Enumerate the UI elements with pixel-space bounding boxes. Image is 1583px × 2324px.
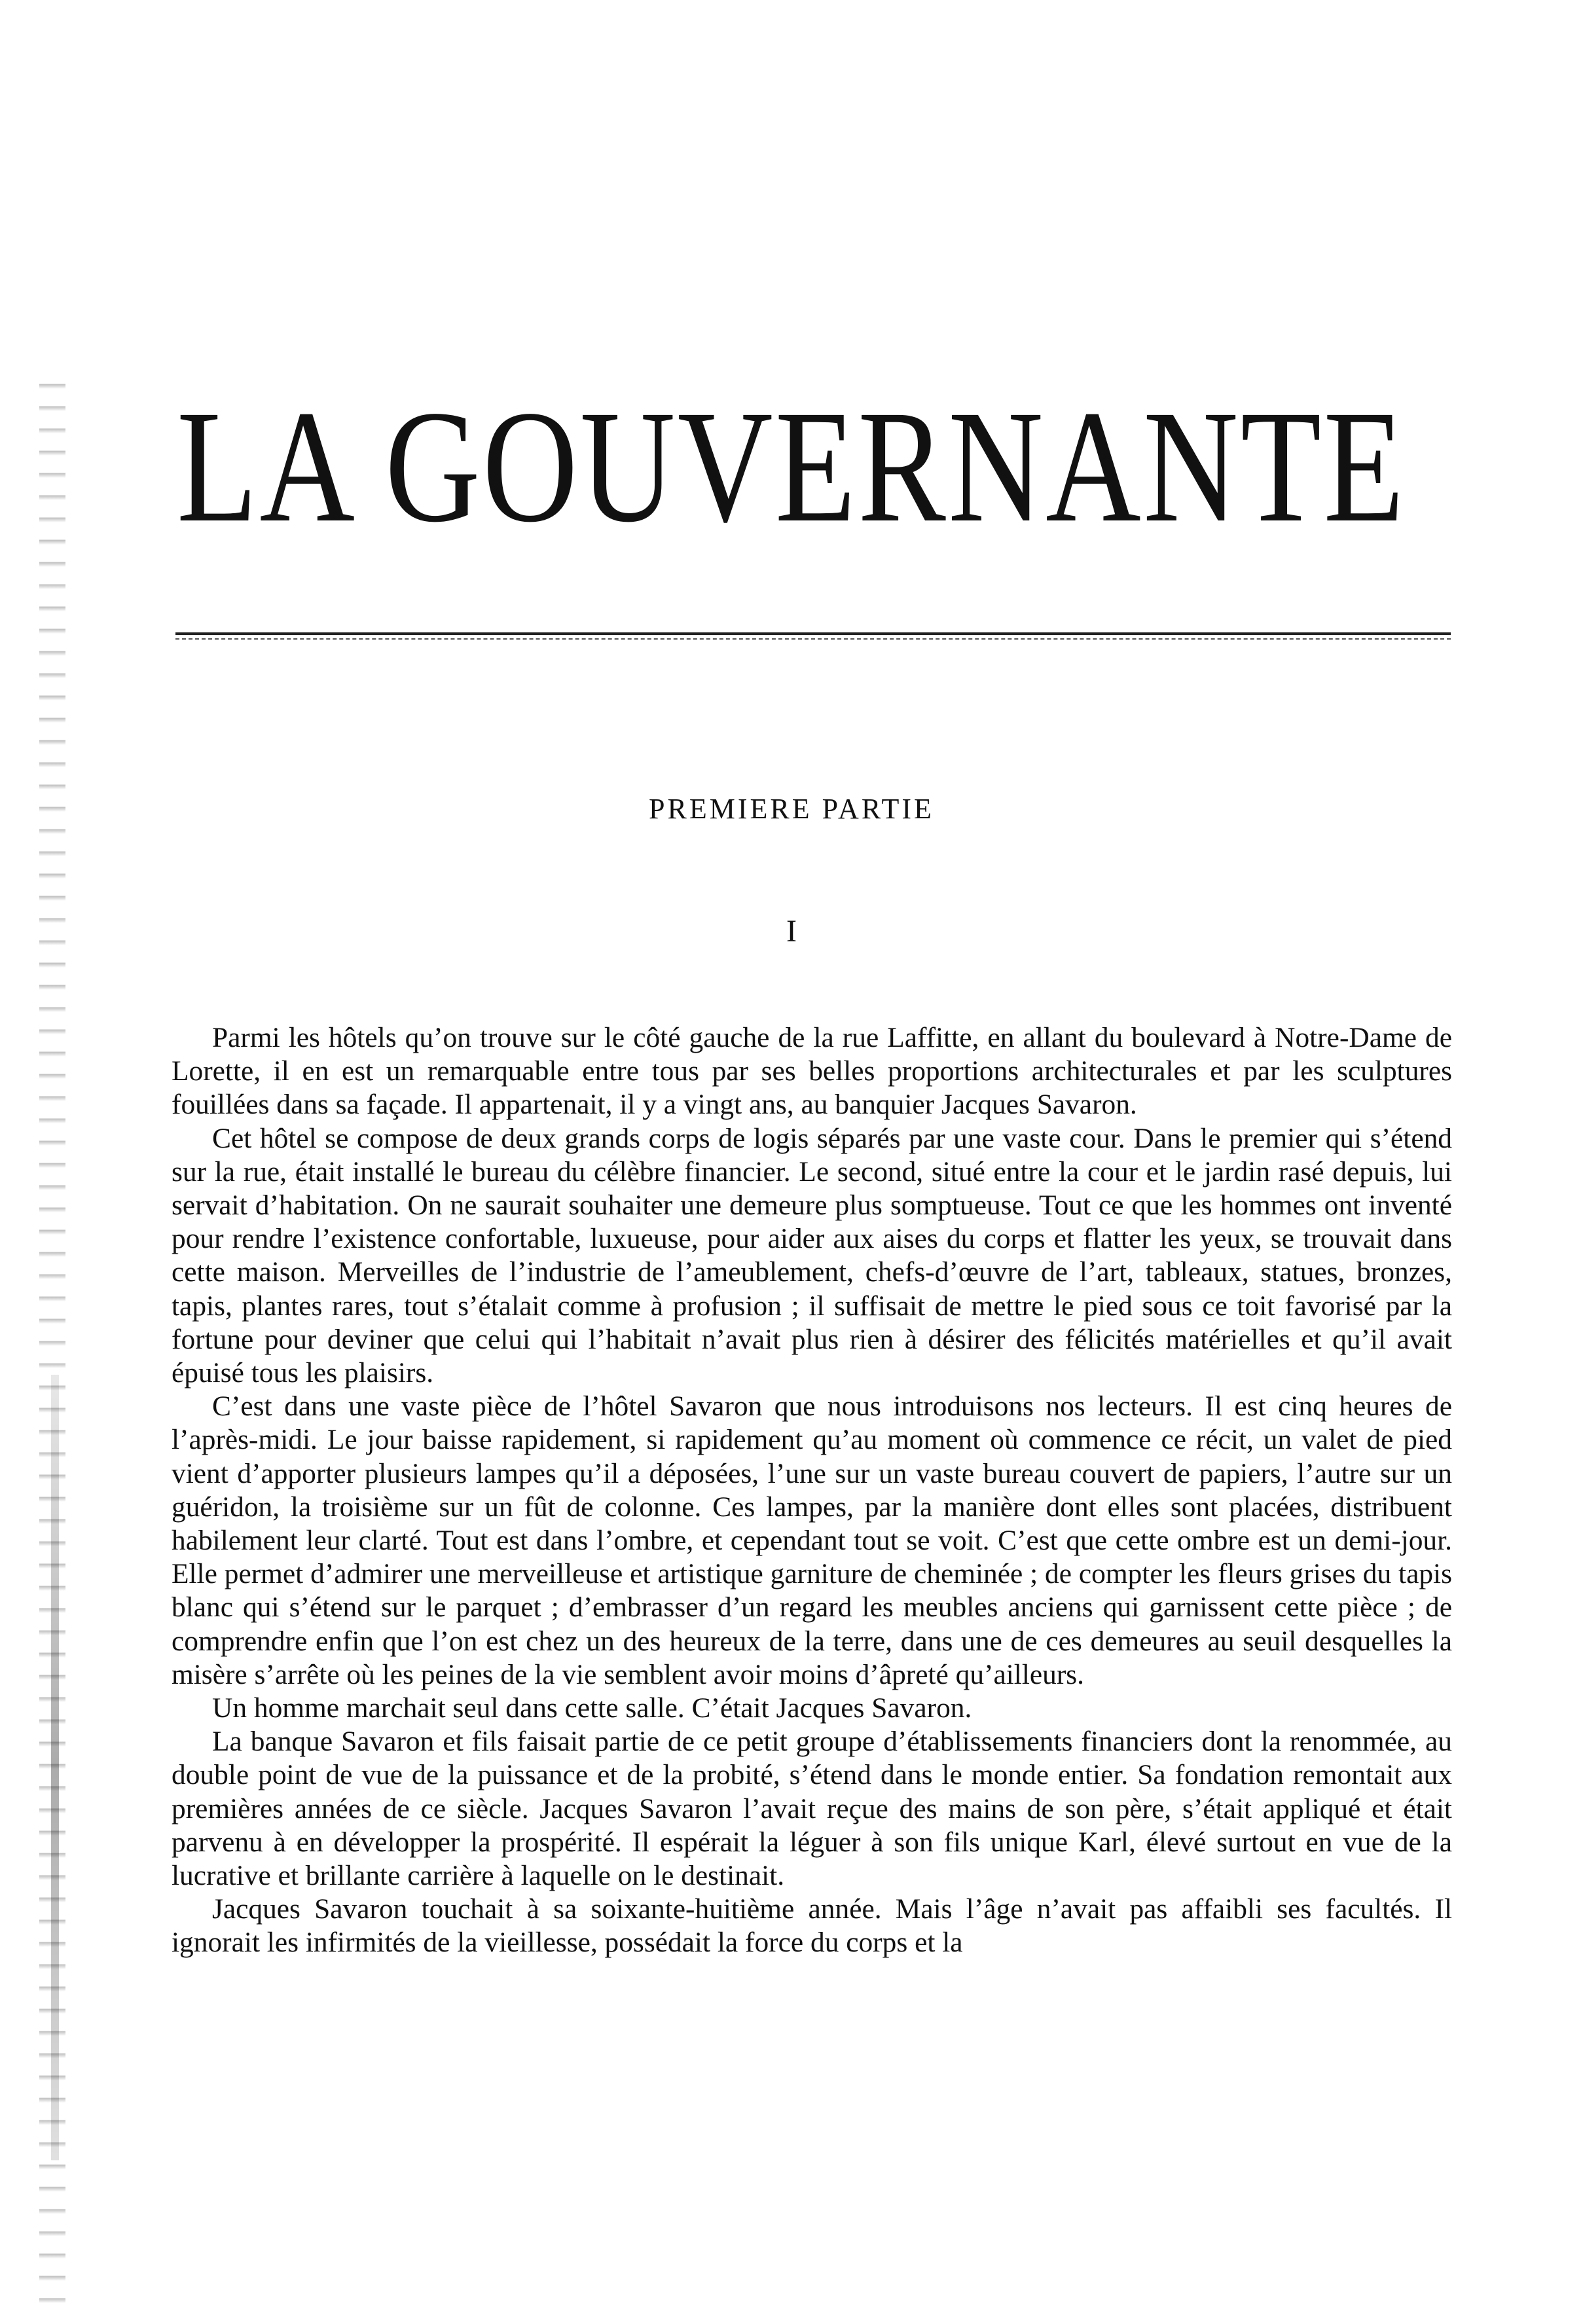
paragraph: C’est dans une vaste pièce de l’hôtel Savaron que nous introduisons nos lecteurs. Il est cinq heures de l’après-midi. Le jour baisse rapidement, si rapidement qu’au moment où commence ce récit, un valet de pied vient d’apporter plusieurs lampes qu’il a déposées, l’une sur un vaste bureau couvert de papiers, l’autre sur un guéridon, la troisième sur un fût de colonne. Ces lampes, par la manière dont elles sont placées, distribuent habilement leur clarté. Tout est dans l’ombre, et cependant tout se voit. C’est que cette ombre est un demi-jour. Elle permet d’admirer une merveilleuse et artistique garniture de cheminée ; de compter les fleurs grises du tapis blanc qui s’étend sur le parquet ; d’embrasser d’un regard les meubles anciens qui garnissent cette pièce ; de comprendre enfin que l’on est chez un des heureux de la terre, dans une de ces demeures au seuil desquelles la misère s’arrête où les peines de la vie semblent avoir moins d’âpreté qu’ailleurs. <box>172 1390 1452 1690</box>
scan-binding-shadow <box>51 1375 59 2160</box>
paragraph: Cet hôtel se compose de deux grands corps de logis séparés par une vaste cour. Dans le premier qui s’étend sur la rue, était installé le bureau du célèbre financier. Le second, situé entre la cour et le jardin rasé depuis, lui servait d’habitation. On ne saurait souhaiter une demeure plus somptueuse. Tout ce que les hommes ont inventé pour rendre l’existence confortable, luxueuse, pour aider aux aises du corps et flatter les yeux, se trouvait dans cette maison. Merveilles de l’industrie de l’ameublement, chefs-d’œuvre de l’art, tableaux, statues, bronzes, tapis, plantes rares, tout s’étalait comme à profusion ; il suffisait de mettre le pied sous ce toit favorisé par la fortune pour deviner que celui qui l’habitait n’avait plus rien à désirer des félicités matérielles et qu’il avait épuisé tous les plaisirs. <box>172 1122 1452 1389</box>
body-text <box>172 1021 1452 1960</box>
title-rule <box>175 632 1451 635</box>
paragraph: Un homme marchait seul dans cette salle. C’était Jacques Savaron. <box>212 1692 972 1724</box>
title-rule-secondary <box>175 638 1451 640</box>
chapter-number: I <box>786 914 797 949</box>
paragraph: Parmi les hôtels qu’on trouve sur le côté gauche de la rue Laffitte, en allant du boulevard à Notre-Dame de Lorette, il en est un remarquable entre tous par ses belles proportions architecturales et par les sculptures fouillées dans sa façade. Il appartenait, il y a vingt ans, au banquier Jacques Savaron. <box>172 1022 1452 1121</box>
paragraph: La banque Savaron et fils faisait partie de ce petit groupe d’établissements financiers dont la renommée, au double point de vue de la puissance et de la probité, s’étend dans le monde entier. Sa fondation remontait aux premières années de ce siècle. Jacques Savaron l’avait reçue des mains de son père, s’était appliqué et était parvenu à en développer la prospérité. Il espérait la léguer à son fils unique Karl, élevé surtout en vue de la lucrative et brillante carrière à laquelle on le destinait. <box>172 1726 1452 1892</box>
paragraph: Jacques Savaron touchait à sa soixante-huitième année. Mais l’âge n’avait pas affaibli ses facultés. Il ignorait les infirmités de la vieillesse, possédait la force du corps et la <box>172 1893 1452 1959</box>
book-title: LA GOUVERNANTE <box>176 378 1407 556</box>
part-heading: PREMIERE PARTIE <box>649 793 934 825</box>
